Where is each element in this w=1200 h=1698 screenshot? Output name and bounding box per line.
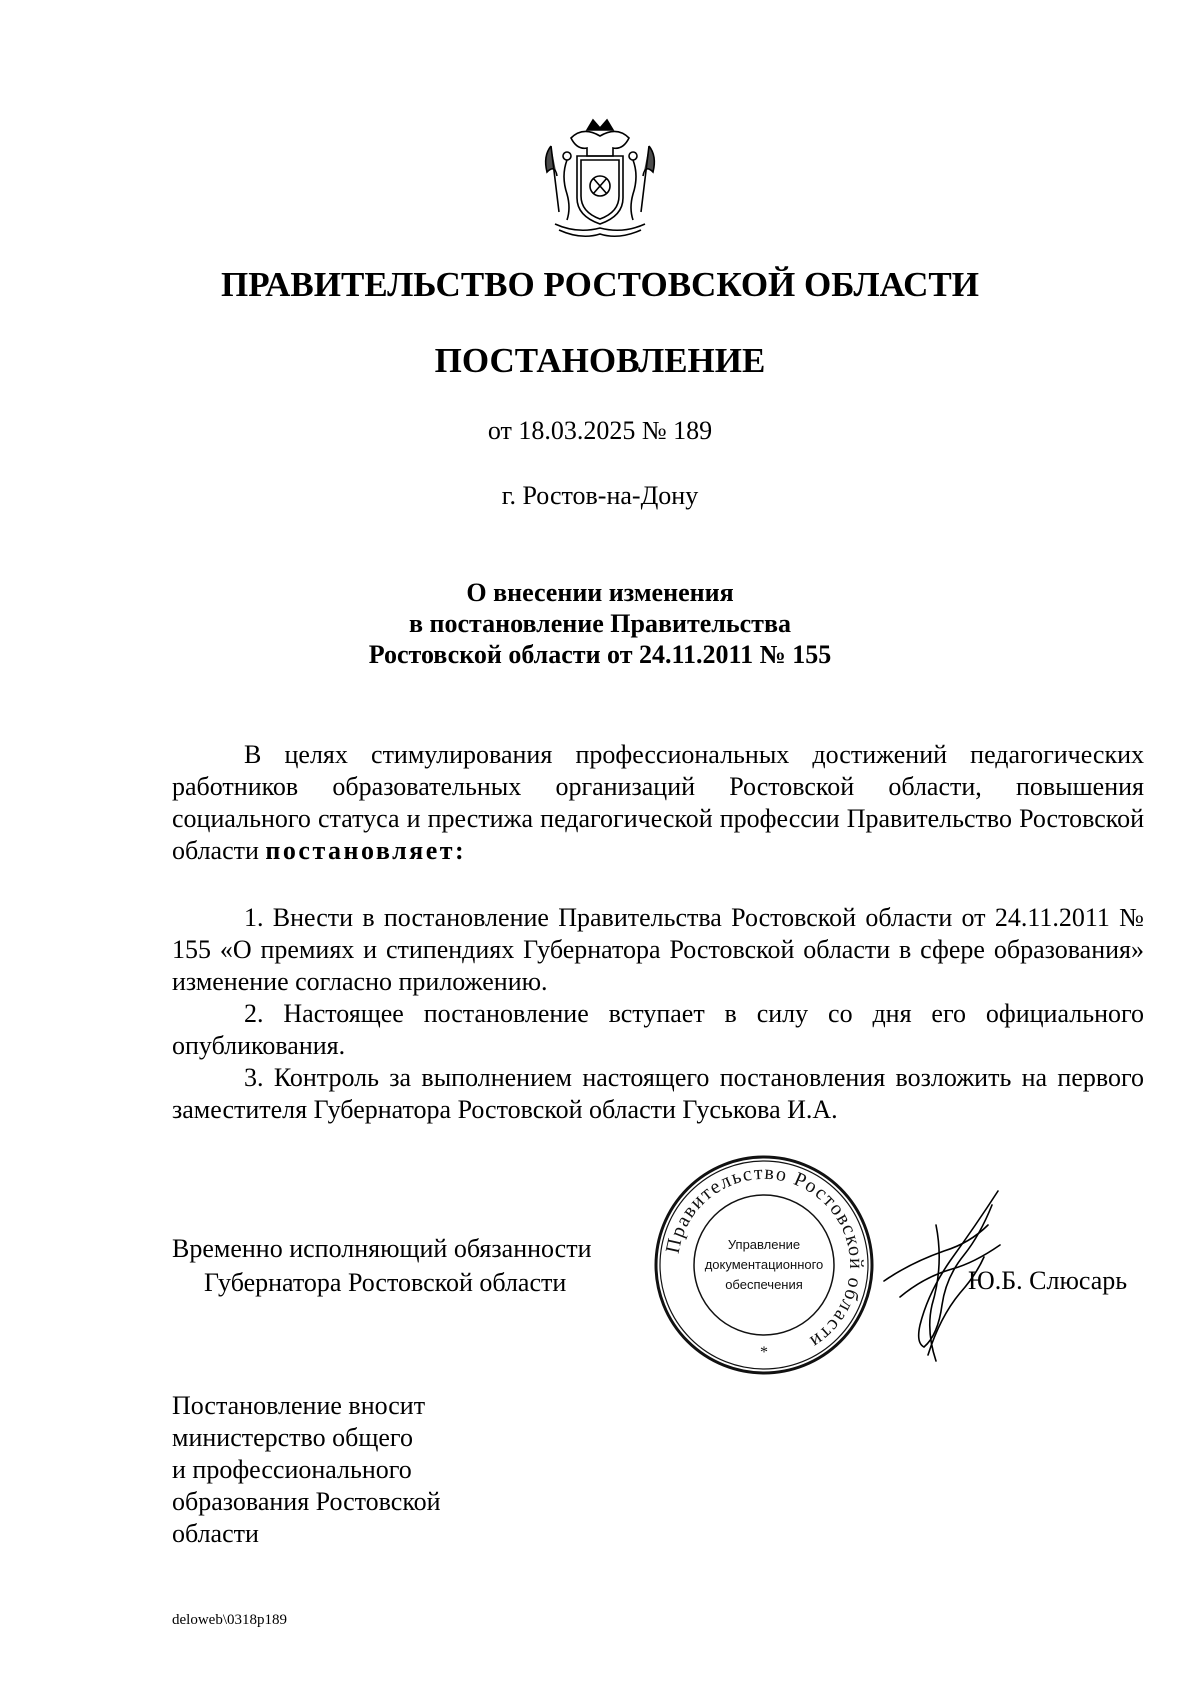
- stamp-star: *: [760, 1344, 768, 1361]
- stamp-center-line: Управление: [727, 1237, 801, 1252]
- resolution-item: 3. Контроль за выполнением настоящего постановления возложить на первого заместителя Губернатора Ростовской области Гуськова И.А.: [172, 1063, 1144, 1124]
- document-subject: [0, 577, 1200, 670]
- resolution-item: 2. Настоящее постановление вступает в силу со дня его официального опубликования.: [172, 999, 1144, 1060]
- stamp-center-line: обеспечения: [725, 1277, 803, 1292]
- preamble-resolves: постановляет:: [265, 836, 467, 865]
- submitter-line: Постановление вносит: [172, 1391, 426, 1420]
- submitter-block: [172, 1390, 441, 1550]
- subject-line: О внесении изменения: [466, 578, 734, 607]
- signatory-position-line: Губернатора Ростовской области: [204, 1268, 567, 1297]
- document-city: г. Ростов-на-Дону: [501, 481, 699, 510]
- signatory-name: Ю.Б. Слюсарь: [968, 1266, 1128, 1295]
- footer-document-code: deloweb\0318p189: [172, 1612, 287, 1628]
- resolution-items: [172, 902, 1144, 1126]
- stamp-center-line: документационного: [704, 1257, 824, 1272]
- submitter-line: министерство общего: [172, 1423, 413, 1452]
- official-stamp: [652, 1153, 876, 1377]
- subject-line: в постановление Правительства: [408, 609, 791, 638]
- preamble-paragraph: [172, 739, 1144, 867]
- coat-of-arms-icon: [537, 116, 663, 244]
- submitter-line: и профессионального: [172, 1455, 412, 1484]
- submitter-line: области: [172, 1519, 259, 1548]
- stamp-ring-text: Правительство Ростовской области: [661, 1161, 868, 1354]
- resolution-item: 1. Внести в постановление Правительства Ростовской области от 24.11.2011 № 155 «О премиях и стипендиях Губернатора Ростовской области в сфере образования» изменение согласно приложению.: [172, 903, 1144, 996]
- signatory-position: [172, 1232, 592, 1300]
- signatory-position-line: Временно исполняющий обязанности: [172, 1234, 592, 1263]
- document-type: ПОСТАНОВЛЕНИЕ: [434, 341, 766, 380]
- preamble-text: В целях стимулирования профессиональных достижений педагогических работников образовательных организаций Ростовской области, повышения социального статуса и престижа педагогической профессии Правительство Ростовской области: [172, 740, 1144, 865]
- organization-title: ПРАВИТЕЛЬСТВО РОСТОВСКОЙ ОБЛАСТИ: [221, 265, 979, 304]
- document-date-number: от 18.03.2025 № 189: [487, 416, 713, 445]
- subject-line: Ростовской области от 24.11.2011 № 155: [368, 640, 832, 669]
- submitter-line: образования Ростовской: [172, 1487, 441, 1516]
